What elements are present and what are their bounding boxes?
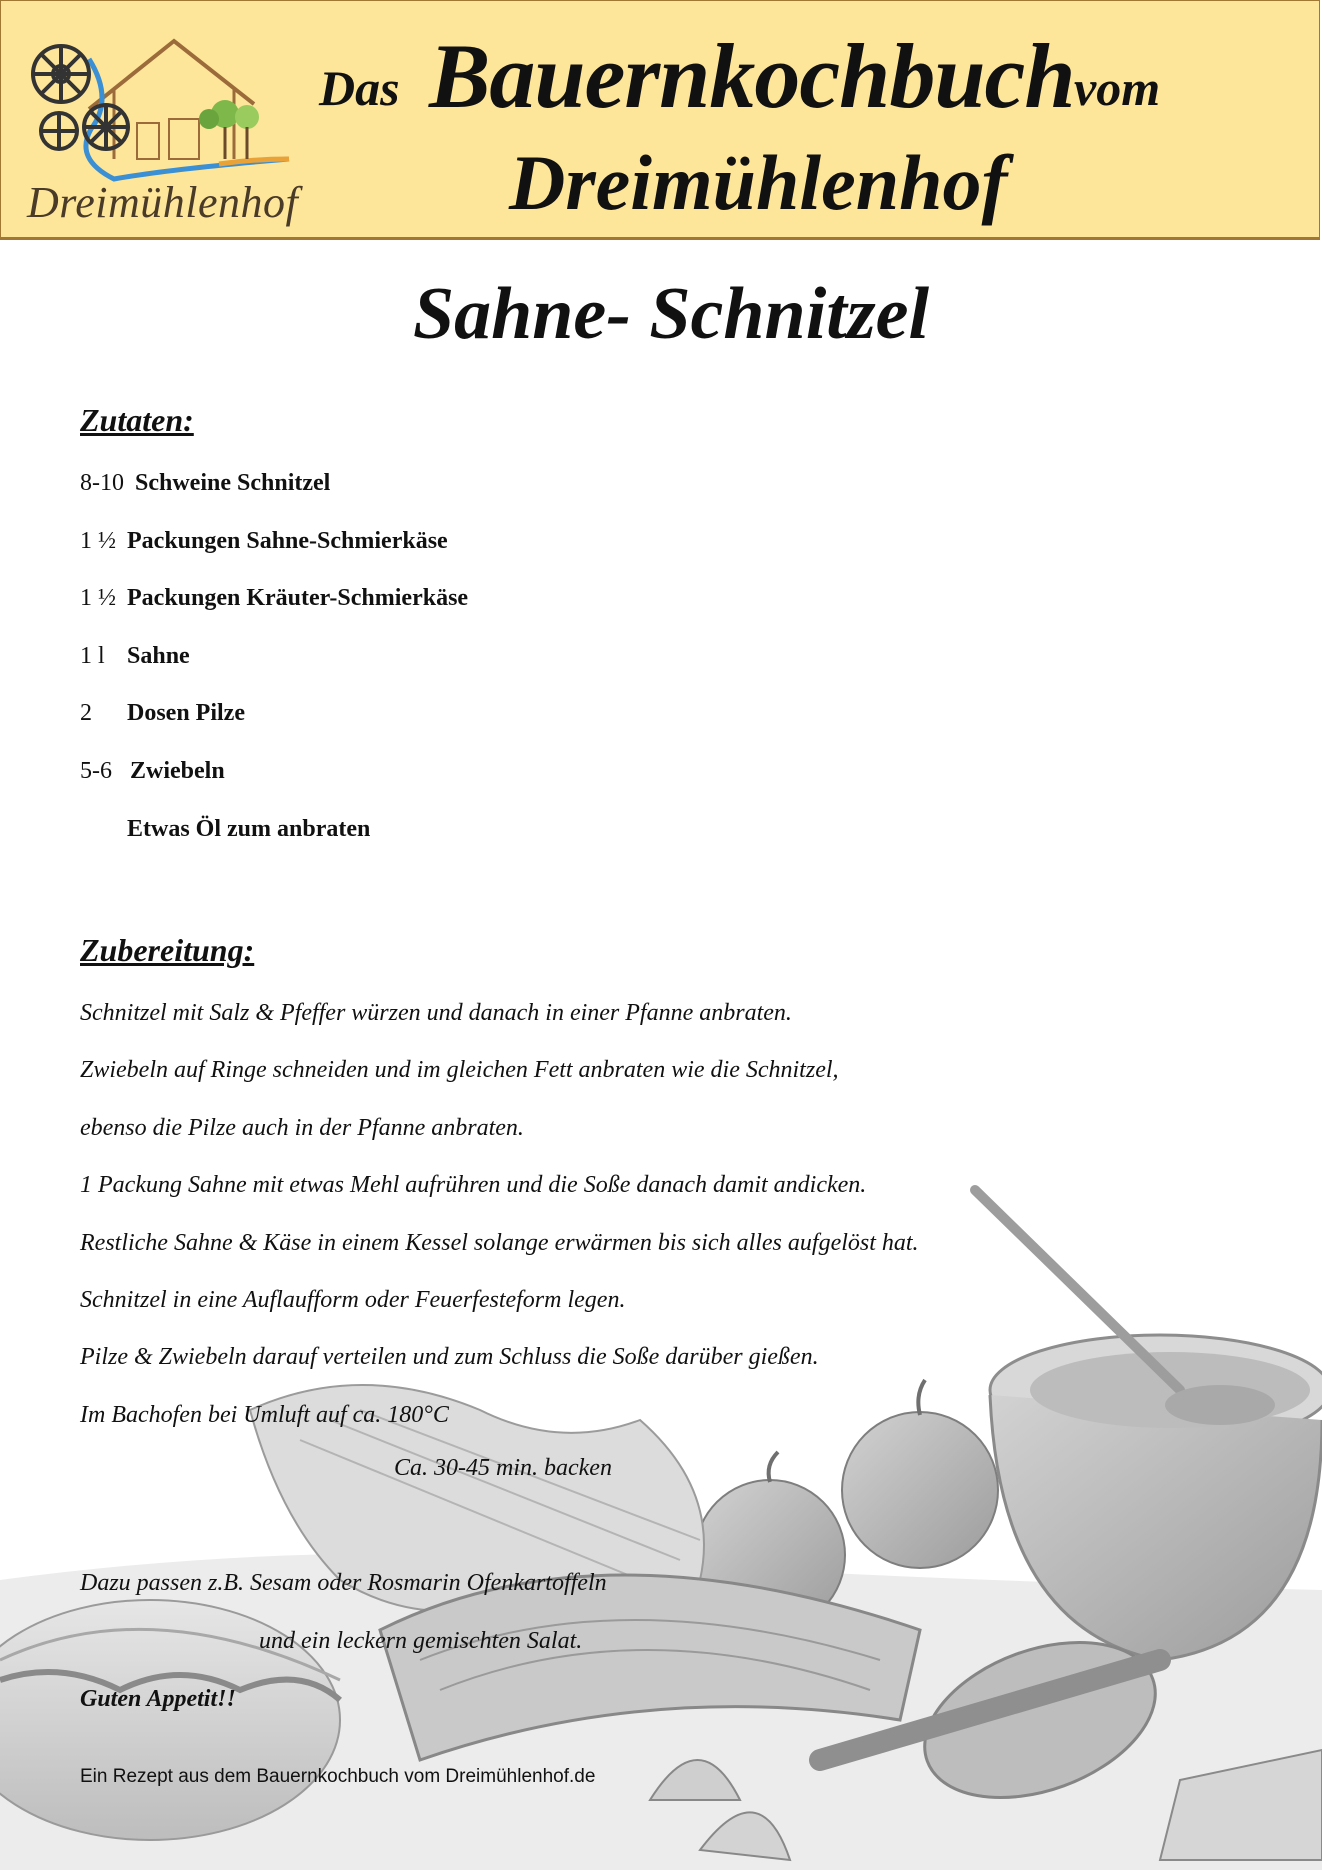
ingredient-name: Sahne — [127, 642, 190, 669]
ingredient-name: Dosen Pilze — [127, 700, 245, 727]
preparation-step: Restliche Sahne & Käse in einem Kessel solange erwärmen bis sich alles aufgelöst hat. — [80, 1229, 919, 1256]
ingredient-qty: 8-10 — [80, 470, 124, 496]
ingredient-row — [80, 581, 469, 639]
header-title-prefix: Das — [319, 60, 400, 116]
preparation-step: Pilze & Zwiebeln darauf verteilen und zum Schluss die Soße darüber gießen. — [80, 1344, 819, 1371]
ingredient-row — [80, 754, 225, 812]
ingredient-row — [80, 696, 245, 754]
ingredient-name: Packungen Kräuter-Schmierkäse — [127, 585, 469, 612]
recipe-title: Sahne- Schnitzel — [412, 273, 930, 355]
ingredient-row — [80, 639, 190, 697]
preparation-step: 1 Packung Sahne mit etwas Mehl aufrühren und die Soße danach damit andicken. — [80, 1172, 867, 1199]
preparation-step: Zwiebeln auf Ringe schneiden und im gleichen Fett anbraten wie die Schnitzel, — [80, 1057, 839, 1084]
preparation-step: Schnitzel mit Salz & Pfeffer würzen und danach in einer Pfanne anbraten. — [80, 1000, 792, 1026]
ingredient-name: Schweine Schnitzel — [135, 470, 331, 496]
header-title-main: Bauernkochbuch — [429, 25, 1075, 127]
ingredient-qty: 2 — [80, 700, 92, 727]
preparation-step: ebenso die Pilze auch in der Pfanne anbraten. — [80, 1114, 524, 1141]
ingredient-row — [80, 466, 331, 524]
logo-wordmark: Dreimühlenhof — [27, 178, 299, 227]
ingredient-qty: 5-6 — [80, 757, 112, 784]
ingredient-name: Zwiebeln — [130, 757, 225, 784]
ingredient-name: Packungen Sahne-Schmierkäse — [127, 527, 448, 554]
ingredient-name: Etwas Öl zum anbraten — [127, 815, 371, 842]
header-banner — [0, 0, 1320, 240]
ingredient-qty: 1 ½ — [80, 585, 116, 612]
preparation-heading: Zubereitung: — [80, 932, 255, 968]
ingredients-list — [80, 466, 469, 869]
header-title-suffix: vom — [1074, 60, 1161, 116]
bake-time: Ca. 30-45 min. backen — [394, 1455, 612, 1481]
ingredient-qty: 1 l — [80, 642, 105, 669]
ingredients-heading: Zutaten: — [80, 402, 194, 438]
footer-source: Ein Rezept aus dem Bauernkochbuch vom Dreimühlenhof.de — [80, 1766, 596, 1787]
ingredient-row — [80, 812, 371, 870]
closing-greeting: Guten Appetit!! — [80, 1686, 236, 1712]
serving-suggestion-line-2: und ein leckern gemischten Salat. — [259, 1628, 583, 1654]
ingredient-qty: 1 ½ — [80, 527, 116, 554]
serving-suggestion-line-1: Dazu passen z.B. Sesam oder Rosmarin Ofenkartoffeln — [80, 1570, 607, 1596]
preparation-step: Schnitzel in eine Auflaufform oder Feuerfesteform legen. — [80, 1286, 626, 1313]
header-title-farm-name: Dreimühlenhof — [509, 139, 1008, 226]
ingredient-row — [80, 524, 448, 582]
preparation-step: Im Bachofen bei Umluft auf ca. 180°C — [80, 1401, 449, 1428]
preparation-steps — [80, 996, 919, 1455]
